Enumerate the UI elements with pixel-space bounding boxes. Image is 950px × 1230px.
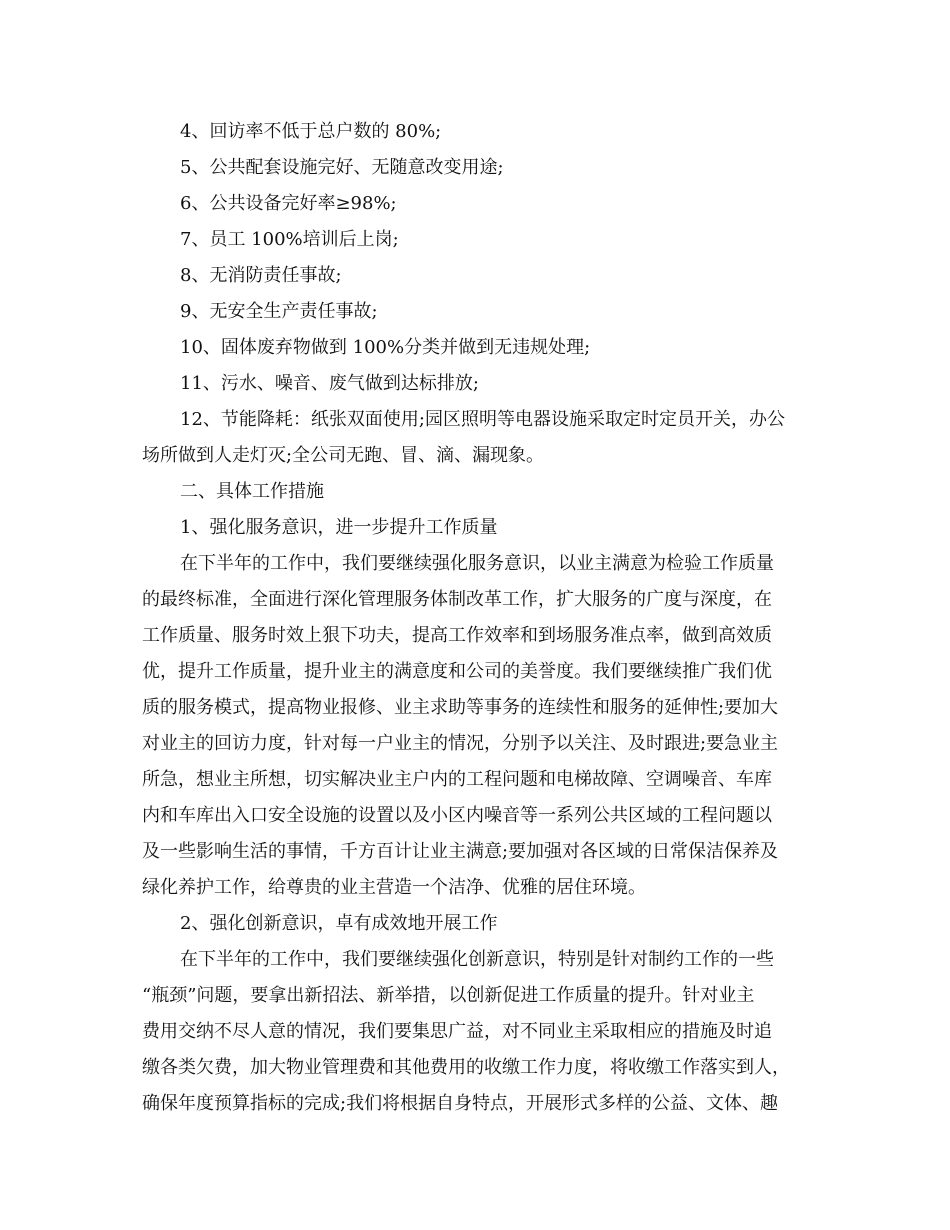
paragraph-line: 工作质量、服务时效上狠下功夫，提高工作效率和到场服务准点率，做到高效质 (142, 625, 772, 646)
paragraph-line: “瓶颈”问题，要拿出新招法、新举措，以创新促进工作质量的提升。针对业主 (142, 985, 755, 1006)
paragraph-line: 所急，想业主所想，切实解决业主户内的工程问题和电梯故障、空调噪音、车库 (142, 769, 772, 790)
list-item: 9、无安全生产责任事故; (180, 301, 378, 322)
list-item: 8、无消防责任事故; (180, 265, 342, 286)
list-item: 4、回访率不低于总户数的 80%; (180, 121, 442, 142)
list-item-continuation: 场所做到人走灯灭;全公司无跑、冒、滴、漏现象。 (142, 445, 545, 466)
paragraph-line: 优，提升工作质量，提升业主的满意度和公司的美誉度。我们要继续推广我们优 (142, 661, 772, 682)
section-heading: 二、具体工作措施 (180, 481, 324, 502)
list-item: 10、固体废弃物做到 100%分类并做到无违规处理; (180, 337, 591, 358)
paragraph-line: 质的服务模式，提高物业报修、业主求助等事务的连续性和服务的延伸性;要加大 (142, 697, 779, 718)
list-item: 5、公共配套设施完好、无随意改变用途; (180, 157, 504, 178)
list-item: 11、污水、噪音、废气做到达标排放; (180, 373, 479, 394)
paragraph-line: 在下半年的工作中，我们要继续强化创新意识，特别是针对制约工作的一些 (180, 949, 774, 970)
list-item: 7、员工 100%培训后上岗; (180, 229, 399, 250)
paragraph-line: 绿化养护工作，给尊贵的业主营造一个洁净、优雅的居住环境。 (142, 877, 646, 898)
list-item: 12、节能降耗：纸张双面使用;园区照明等电器设施采取定时定员开关，办公 (180, 409, 785, 430)
paragraph-line: 及一些影响生活的事情，千方百计让业主满意;要加强对各区域的日常保洁保养及 (142, 841, 779, 862)
subsection-heading: 2、强化创新意识，卓有成效地开展工作 (180, 913, 498, 934)
paragraph-line: 内和车库出入口安全设施的设置以及小区内噪音等一系列公共区域的工程问题以 (142, 805, 772, 826)
subsection-heading: 1、强化服务意识，进一步提升工作质量 (180, 517, 498, 538)
paragraph-line: 确保年度预算指标的完成;我们将根据自身特点，开展形式多样的公益、文体、趣 (142, 1093, 779, 1114)
paragraph-line: 费用交纳不尽人意的情况，我们要集思广益，对不同业主采取相应的措施及时追 (142, 1021, 772, 1042)
paragraph-line: 对业主的回访力度，针对每一户业主的情况，分别予以关注、及时跟进;要急业主 (142, 733, 779, 754)
list-item: 6、公共设备完好率≥98%; (180, 193, 397, 214)
paragraph-line: 的最终标准，全面进行深化管理服务体制改革工作，扩大服务的广度与深度，在 (142, 589, 772, 610)
paragraph-line: 在下半年的工作中，我们要继续强化服务意识，以业主满意为检验工作质量 (180, 553, 774, 574)
paragraph-line: 缴各类欠费，加大物业管理费和其他费用的收缴工作力度，将收缴工作落实到人， (142, 1057, 790, 1078)
